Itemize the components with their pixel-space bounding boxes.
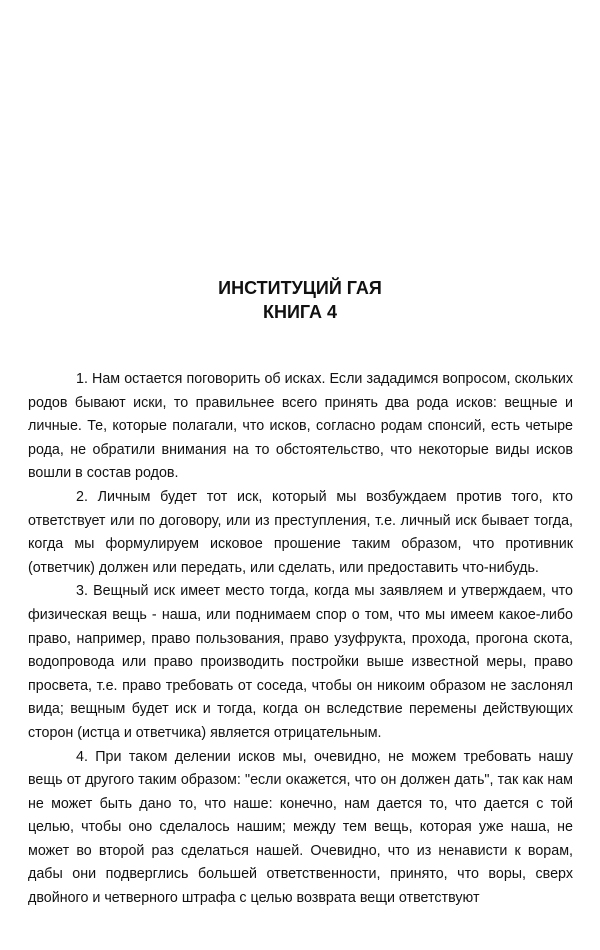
paragraph-3: 3. Вещный иск имеет место тогда, когда мы заявляем и утверждаем, что физическая вещь - наша, или поднимаем спор о том, что мы имеем какое-либо право, например, право пользования, право узуфрукта, прохода, прогона скота, водопровода или право производить постройки выше известной меры, право просвета, т.е. право требовать от соседа, чтобы он никоим образом не заслонял вида; вещным будет иск и тогда, когда он вследствие перемены действующих сторон (истца и ответчика) является отрицательным.	[28, 583, 573, 741]
paragraph-2: 2. Личным будет тот иск, который мы возбуждаем против того, кто ответствует или по договору, или из преступления, т.е. личный иск бывает тогда, когда мы формулируем исковое прошение таким образом, что противник (ответчик) должен или передать, или сделать, или предоставить что-нибудь.	[28, 488, 573, 576]
paragraph-1: 1. Нам остается поговорить об исках. Если зададимся вопросом, скольких родов бывают иски, то правильнее всего принять два рода исков: вещные и личные. Те, которые полагали, что исков, согласно родам спонсий, есть четыре рода, не обратили внимания на то обстоятельство, что некоторые виды исков вошли в состав родов.	[28, 371, 573, 482]
heading	[0, 276, 600, 324]
body-text	[28, 368, 573, 911]
paragraph-4: 4. При таком делении исков мы, очевидно, не можем требовать нашу вещь от другого таким образом: "если окажется, что он должен дать", так как нам не может быть дано то, что наше: конечно, нам дается то, что дается с той целью, чтобы оно сделалось нашим; между тем вещь, которая уже наша, не может во второй раз сделаться нашей. Очевидно, что из ненависти к ворам, дабы они подверглись большей ответственности, принято, что воры, сверх двойного и четверного штрафа с целью возврата вещи ответствуют	[28, 748, 573, 907]
page-title: ИНСТИТУЦИЙ ГАЯ	[218, 278, 382, 298]
book-number: КНИГА 4	[262, 302, 337, 322]
